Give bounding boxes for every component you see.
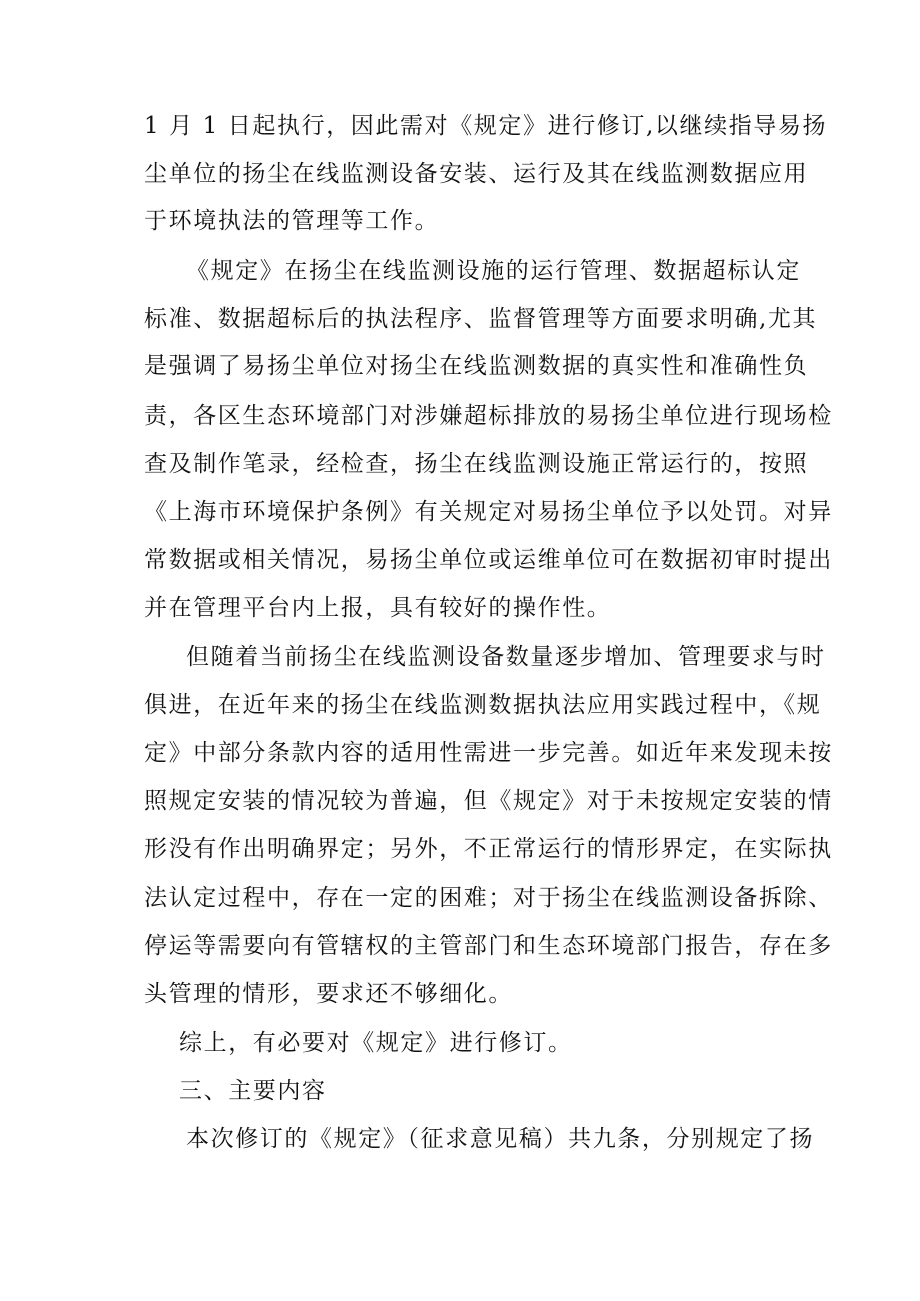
text-line: 头管理的情形，要求还不够细化。 xyxy=(144,981,513,1007)
text-line: 尘单位的扬尘在线监测设备安装、运行及其在线监测数据应用 xyxy=(144,161,809,187)
text-line: 本次修订的《规定》（征求意见稿）共九条，分别规定了扬 xyxy=(186,1126,815,1152)
text-line: 法认定过程中，存在一定的困难；对于扬尘在线监测设备拆除、 xyxy=(144,885,833,911)
text-line: 照规定安装的情况较为普遍，但《规定》对于未按规定安装的情 xyxy=(144,788,833,814)
text-line: 查及制作笔录，经检查，扬尘在线监测设施正常运行的，按照 xyxy=(144,451,809,477)
text-line: 定》中部分条款内容的适用性需进一步完善。如近年来发现未按 xyxy=(144,740,833,766)
text-line: 是强调了易扬尘单位对扬尘在线监测数据的真实性和准确性负 xyxy=(144,353,809,379)
text-line: 形没有作出明确界定；另外，不正常运行的情形界定，在实际执 xyxy=(144,836,833,862)
text-line: 并在管理平台内上报，具有较好的操作性。 xyxy=(144,595,612,621)
text-line: 于环境执法的管理等工作。 xyxy=(144,208,440,234)
text-line: 综上，有必要对《规定》进行修订。 xyxy=(179,1030,573,1056)
text-line: 常数据或相关情况，易扬尘单位或运维单位可在数据初审时提出 xyxy=(144,547,833,573)
text-line: 标准、数据超标后的执法程序、监督管理等方面要求明确,尤其 xyxy=(144,306,818,332)
text-line: 停运等需要向有管辖权的主管部门和生态环境部门报告，存在多 xyxy=(144,933,833,959)
text-line: 责，各区生态环境部门对涉嫌超标排放的易扬尘单位进行现场检 xyxy=(144,403,833,429)
text-line: 《上海市环境保护条例》有关规定对易扬尘单位予以处罚。对异 xyxy=(144,499,833,525)
text-line: 《规定》在扬尘在线监测设施的运行管理、数据超标认定 xyxy=(186,258,801,284)
text-line: 1 月 1 日起执行，因此需对《规定》进行修订,以继续指导易扬 xyxy=(144,113,828,139)
text-line: 俱进，在近年来的扬尘在线监测数据执法应用实践过程中，《规 xyxy=(144,692,822,718)
section-heading: 三、主要内容 xyxy=(179,1078,327,1104)
text-line: 但随着当前扬尘在线监测设备数量逐步增加、管理要求与时 xyxy=(186,644,826,670)
